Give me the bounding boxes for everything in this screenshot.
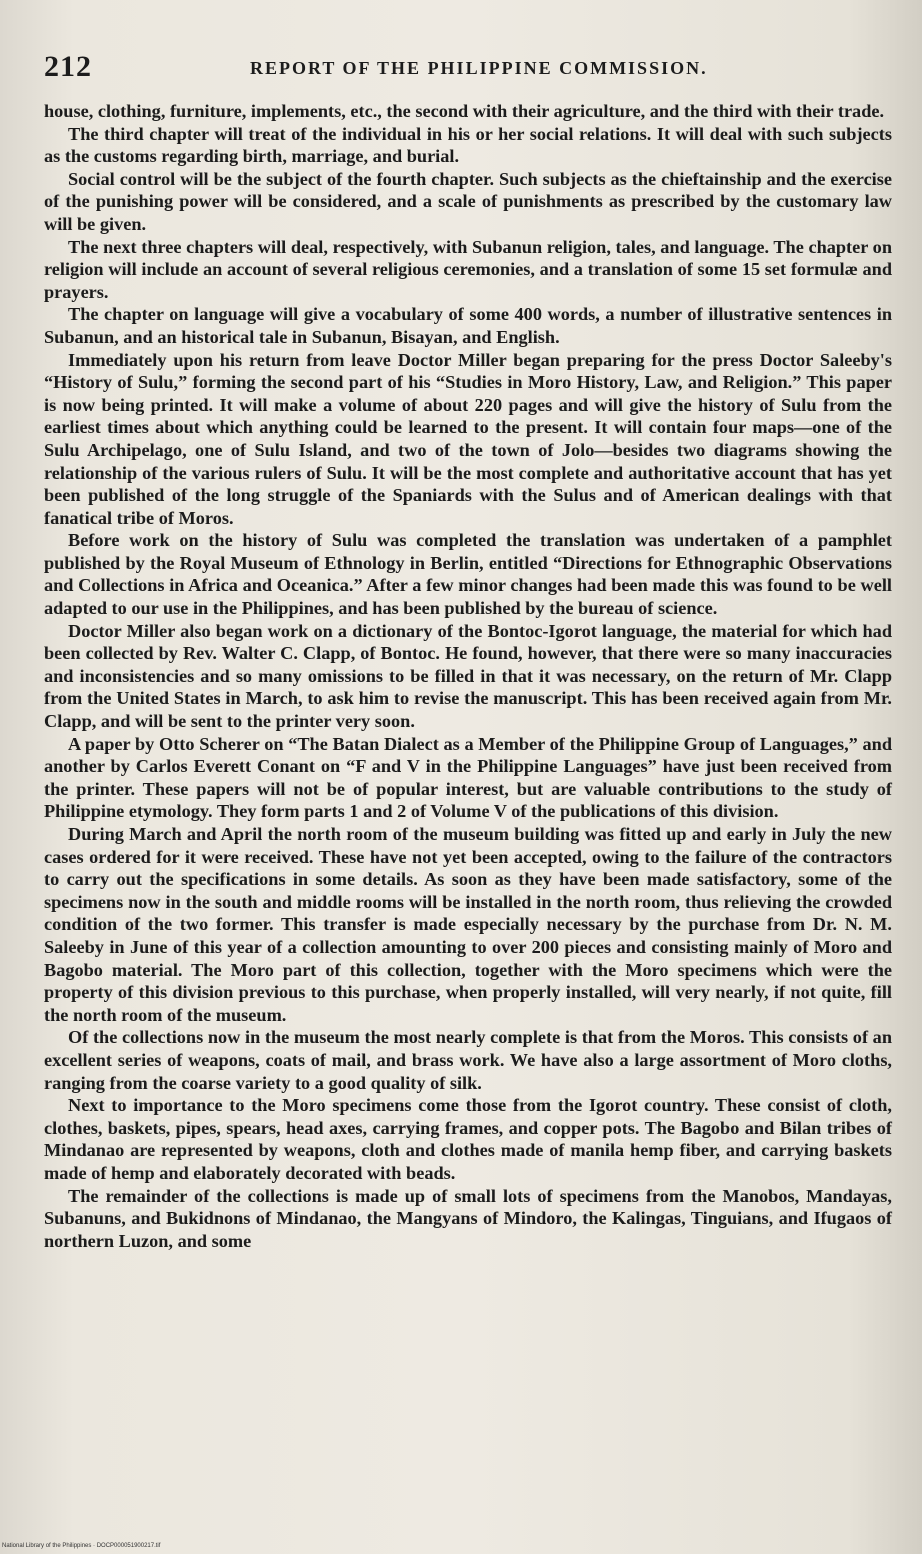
paragraph: A paper by Otto Scherer on “The Batan Dialect as a Member of the Philippine Group of Languages,” and another by Carlos Everett Conant on “F and V in the Philippine Languages” have just been received from the printer. These papers will not be of popular interest, but are valuable contributions to the study of Philippine etymology. They form parts 1 and 2 of Volume V of the publications of this division. bbox=[44, 733, 892, 822]
archive-stamp: National Library of the Philippines · DOCP000051900217.tif bbox=[2, 1543, 161, 1549]
paragraph: The third chapter will treat of the individual in his or her social relations. It will deal with such subjects as the customs regarding birth, marriage, and burial. bbox=[44, 123, 892, 167]
page-header bbox=[44, 50, 884, 90]
paragraph: Next to importance to the Moro specimens come those from the Igorot country. These consist of cloth, clothes, baskets, pipes, spears, head axes, carrying frames, and copper pots. The Bagobo and Bilan tribes of Mindanao are represented by weapons, cloth and clothes made of manila hemp fiber, and carrying baskets made of hemp and elaborately decorated with beads. bbox=[44, 1095, 892, 1183]
running-head: REPORT OF THE PHILIPPINE COMMISSION. bbox=[250, 58, 708, 78]
paragraph: The next three chapters will deal, respectively, with Subanun religion, tales, and language. The chapter on religion will include an account of several religious ceremonies, and a translation of some 15 set formulæ and prayers. bbox=[44, 236, 892, 302]
paragraph: Before work on the history of Sulu was completed the translation was undertaken of a pamphlet published by the Royal Museum of Ethnology in Berlin, entitled “Directions for Ethnographic Observations and Collections in Africa and Oceanica.” After a few minor changes had been made this was found to be well adapted to our use in the Philippines, and has been published by the bureau of science. bbox=[44, 530, 892, 619]
paragraph: Doctor Miller also began work on a dictionary of the Bontoc-Igorot language, the material for which had been collected by Rev. Walter C. Clapp, of Bontoc. He found, however, that there were so many inaccuracies and inconsistencies and so many omissions to be filled in that it was necessary, on the return of Mr. Clapp from the United States in March, to ask him to revise the manuscript. This has been received again from Mr. Clapp, and will be sent to the printer very soon. bbox=[44, 620, 892, 732]
paragraph: house, clothing, furniture, implements, etc., the second with their agriculture, and the third with their trade. bbox=[44, 101, 885, 121]
paragraph: Social control will be the subject of the fourth chapter. Such subjects as the chieftainship and the exercise of the punishing power will be considered, and a scale of punishments as prescribed by the customary law will be given. bbox=[44, 168, 892, 234]
paragraph: Immediately upon his return from leave Doctor Miller began preparing for the press Doctor Saleeby's “History of Sulu,” forming the second part of his “Studies in Moro History, Law, and Religion.” This paper is now being printed. It will make a volume of about 220 pages and will give the history of Sulu from the earliest times about which anything could be learned to the present. It will contain four maps—one of the Sulu Archipelago, one of Sulu Island, and two of the town of Jolo—besides two diagrams showing the relationship of the various rulers of Sulu. It will be the most complete and authoritative account that has yet been published of the long struggle of the Spaniards with the Sulus and of American dealings with that fanatical tribe of Moros. bbox=[44, 349, 892, 528]
paragraph: Of the collections now in the museum the most nearly complete is that from the Moros. This consists of an excellent series of weapons, coats of mail, and brass work. We have also a large assortment of Moro cloths, ranging from the coarse variety to a good quality of silk. bbox=[44, 1027, 892, 1093]
paragraph: The chapter on language will give a vocabulary of some 400 words, a number of illustrative sentences in Subanun, and an historical tale in Subanun, Bisayan, and English. bbox=[44, 304, 892, 347]
paragraph: During March and April the north room of the museum building was fitted up and early in July the new cases ordered for it were received. These have not yet been accepted, owing to the failure of the contractors to carry out the specifications in some details. As soon as they have been made satisfactory, some of the specimens now in the south and middle rooms will be installed in the north room, thus relieving the crowded condition of the two former. This transfer is made especially necessary by the purchase from Dr. N. M. Saleeby in June of this year of a collection amounting to over 200 pieces and consisting mainly of Moro and Bagobo material. The Moro part of this collection, together with the Moro specimens which were the property of this division previous to this purchase, when properly installed, will very nearly, if not quite, fill the north room of the museum. bbox=[44, 824, 892, 1025]
body-text bbox=[44, 100, 892, 1252]
paragraph: The remainder of the collections is made up of small lots of specimens from the Manobos, Mandayas, Subanuns, and Bukidnons of Mindanao, the Mangyans of Mindoro, the Kalingas, Tinguians, and Ifugaos of northern Luzon, and some bbox=[44, 1185, 892, 1251]
page-number: 212 bbox=[44, 50, 92, 83]
